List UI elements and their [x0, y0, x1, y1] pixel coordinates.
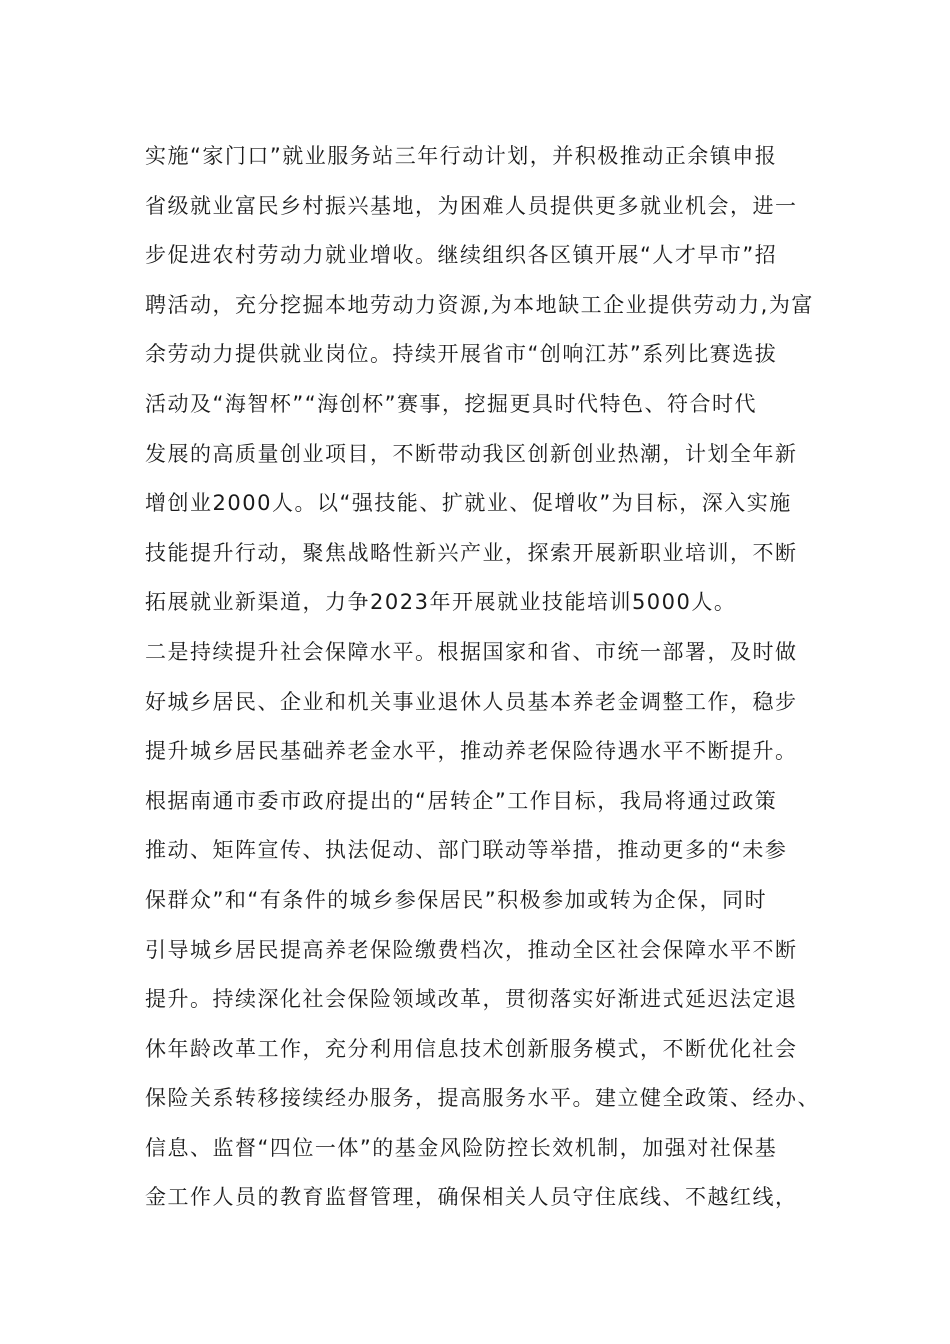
text-line: 金工作人员的教育监督管理，确保相关人员守住底线、不越红线， — [145, 1185, 798, 1210]
text-line: 增创业2000人。以“强技能、扩就业、促增收”为目标，深入实施 — [145, 491, 792, 516]
text-line: 推动、矩阵宣传、执法促动、部门联动等举措，推动更多的“未参 — [145, 838, 788, 863]
text-line: 拓展就业新渠道，力争2023年开展就业技能培训5000人。 — [145, 590, 737, 615]
text-line: 二是持续提升社会保障水平。根据国家和省、市统一部署，及时做 — [145, 639, 798, 664]
text-line: 发展的高质量创业项目，不断带动我区创新创业热潮，计划全年新 — [145, 441, 798, 466]
text-line: 提升。持续深化社会保险领域改革，贯彻落实好渐进式延迟法定退 — [145, 987, 798, 1012]
body-text — [145, 132, 825, 1223]
text-line: 技能提升行动，聚焦战略性新兴产业，探索开展新职业培训，不断 — [145, 540, 798, 565]
text-line: 省级就业富民乡村振兴基地，为困难人员提供更多就业机会，进一 — [145, 193, 798, 218]
text-line: 步促进农村劳动力就业增收。继续组织各区镇开展“人才早市”招 — [145, 243, 778, 268]
text-line: 引导城乡居民提高养老保险缴费档次，推动全区社会保障水平不断 — [145, 937, 798, 962]
text-line: 活动及“海智杯”“海创杯”赛事，挖掘更具时代特色、符合时代 — [145, 391, 758, 416]
text-line: 根据南通市委市政府提出的“居转企”工作目标，我局将通过政策 — [145, 788, 778, 813]
text-line: 余劳动力提供就业岗位。持续开展省市“创响江苏”系列比赛选拔 — [145, 342, 778, 367]
text-line: 实施“家门口”就业服务站三年行动计划，并积极推动正余镇申报 — [145, 144, 778, 168]
text-line: 好城乡居民、企业和机关事业退休人员基本养老金调整工作，稳步 — [145, 689, 798, 714]
text-line: 聘活动，充分挖掘本地劳动力资源,为本地缺工企业提供劳动力,为富 — [145, 292, 814, 317]
text-line: 保群众”和“有条件的城乡参保居民”积极参加或转为企保，同时 — [145, 887, 768, 912]
text-line: 保险关系转移接续经办服务，提高服务水平。建立健全政策、经办、 — [145, 1086, 820, 1111]
text-line: 提升城乡居民基础养老金水平，推动养老保险待遇水平不断提升。 — [145, 739, 798, 764]
text-line: 信息、监督“四位一体”的基金风险防控长效机制，加强对社保基 — [145, 1135, 778, 1160]
text-line: 休年龄改革工作，充分利用信息技术创新服务模式，不断优化社会 — [145, 1036, 798, 1061]
